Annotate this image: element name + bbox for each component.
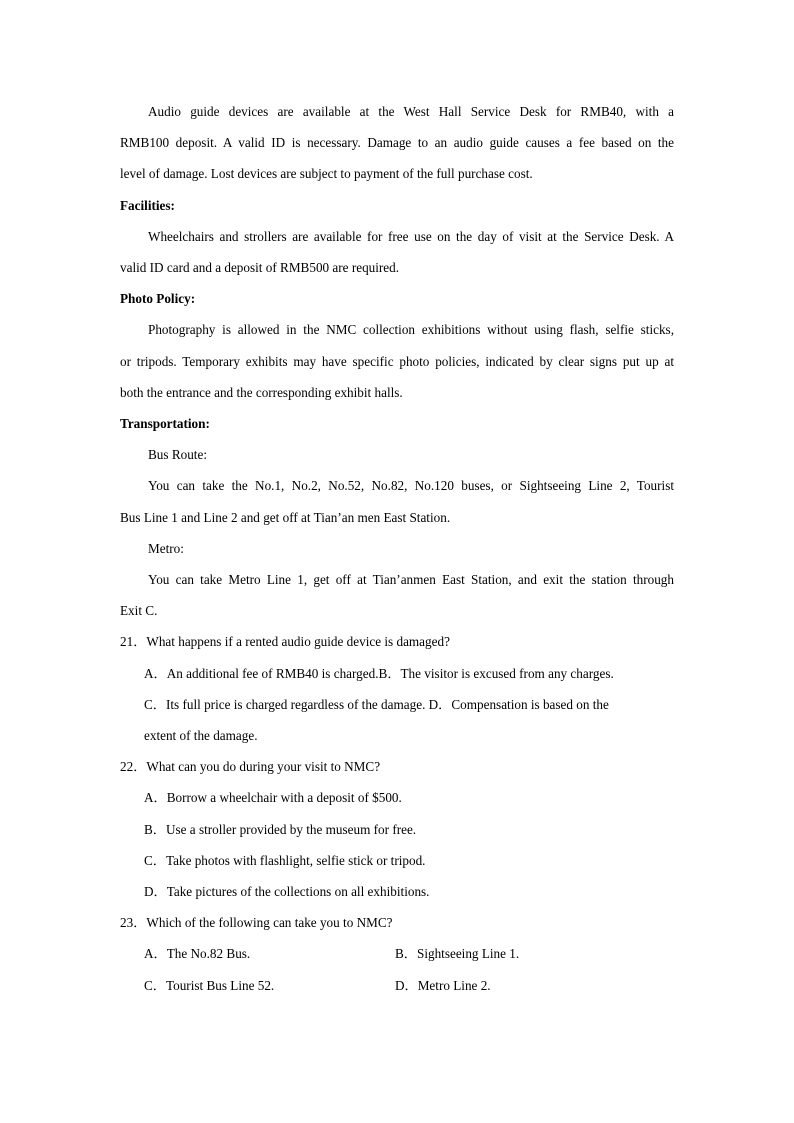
photo-line-2: or tripods. Temporary exhibits may have specific photo policies, indicated by clear signs put up at bbox=[120, 353, 674, 369]
photo-line-3: both the entrance and the corresponding exhibit halls. bbox=[120, 384, 403, 400]
question-22-option-b: B．Use a stroller provided by the museum for free. bbox=[144, 821, 417, 837]
question-21-stem: 21．What happens if a rented audio guide device is damaged? bbox=[120, 634, 450, 650]
question-22-option-d: D．Take pictures of the collections on all exhibitions. bbox=[144, 884, 430, 900]
facilities-heading: Facilities: bbox=[120, 197, 175, 213]
metro-label: Metro: bbox=[148, 540, 184, 556]
question-22-option-c: C．Take photos with flashlight, selfie stick or tripod. bbox=[144, 852, 426, 868]
question-22-option-a: A．Borrow a wheelchair with a deposit of $500. bbox=[144, 790, 402, 806]
audio-line-1: Audio guide devices are available at the West Hall Service Desk for RMB40, with a bbox=[148, 104, 674, 119]
bus-line-1: You can take the No.1, No.2, No.52, No.82, No.120 buses, or Sightseeing Line 2, Tourist bbox=[148, 478, 674, 494]
document-page bbox=[120, 96, 674, 1001]
metro-line-2: Exit C. bbox=[120, 603, 158, 619]
question-23-stem: 23．Which of the following can take you to NMC? bbox=[120, 915, 393, 931]
question-21-options-line-3: extent of the damage. bbox=[144, 728, 258, 744]
photo-policy-heading: Photo Policy: bbox=[120, 291, 196, 307]
question-23-option-a: A．The No.82 Bus. bbox=[144, 946, 251, 962]
audio-line-3: level of damage. Lost devices are subject to payment of the full purchase cost. bbox=[120, 166, 533, 182]
audio-line-2: RMB100 deposit. A valid ID is necessary. Damage to an audio guide causes a fee based on the bbox=[120, 135, 674, 151]
question-23-option-c: C．Tourist Bus Line 52. bbox=[144, 977, 275, 993]
question-23-option-b: B．Sightseeing Line 1. bbox=[395, 946, 520, 962]
question-23-option-d: D．Metro Line 2. bbox=[395, 977, 491, 993]
facilities-line-2: valid ID card and a deposit of RMB500 are required. bbox=[120, 260, 400, 276]
bus-line-2: Bus Line 1 and Line 2 and get off at Tian’an men East Station. bbox=[120, 509, 451, 525]
question-23-options-row-1 bbox=[120, 938, 674, 969]
question-21-options-line-1: A．An additional fee of RMB40 is charged.B．The visitor is excused from any charges. bbox=[144, 665, 614, 681]
transportation-heading: Transportation: bbox=[120, 416, 210, 432]
question-23-options-row-2 bbox=[120, 970, 674, 1001]
question-21-options-line-2: C．Its full price is charged regardless of the damage. D．Compensation is based on the bbox=[144, 696, 609, 712]
facilities-line-1: Wheelchairs and strollers are available for free use on the day of visit at the Service Desk. A bbox=[148, 228, 674, 244]
question-22-stem: 22．What can you do during your visit to NMC? bbox=[120, 759, 381, 775]
bus-route-label: Bus Route: bbox=[148, 447, 207, 463]
metro-line-1: You can take Metro Line 1, get off at Tian’anmen East Station, and exit the station through bbox=[148, 572, 674, 588]
photo-line-1: Photography is allowed in the NMC collection exhibitions without using flash, selfie sticks, bbox=[148, 322, 674, 338]
